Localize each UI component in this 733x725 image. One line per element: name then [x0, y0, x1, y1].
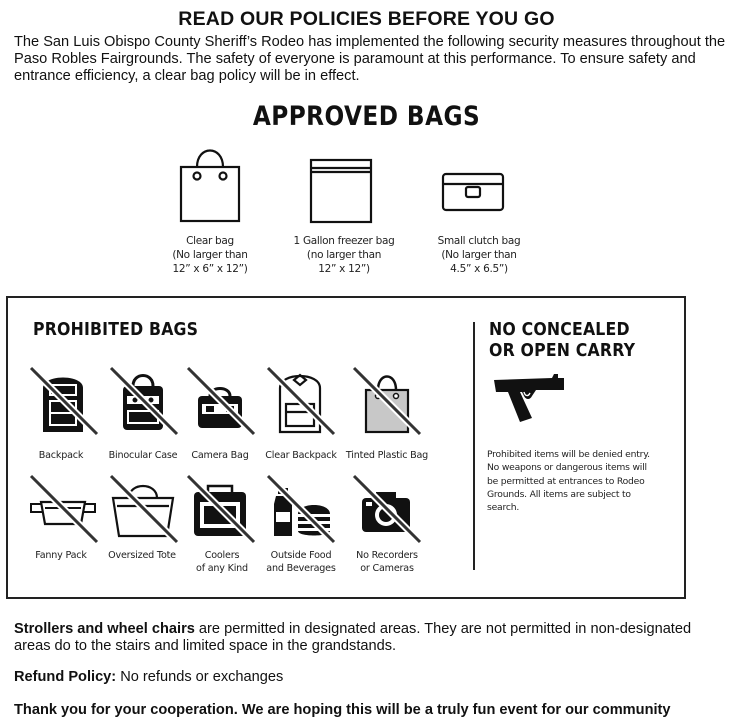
- intro-paragraph: The San Luis Obispo County Sheriff’s Rodeo has implemented the following security measures throughout the Paso Robles Fairgrounds. The safety of everyone is paramount at this performance. To ensure safety and entrance efficiency, a clear bag policy will be in effect.: [14, 34, 726, 85]
- camera-bag-icon: [184, 366, 256, 438]
- refund-policy: Refund Policy: No refunds or exchanges: [14, 669, 284, 685]
- approved-caption-freezer-bag: 1 Gallon freezer bag (no larger than 12” x 12”): [293, 235, 395, 275]
- caption-binocular-case: Binocular Case: [108, 450, 178, 461]
- cooler-icon: [184, 474, 256, 546]
- caption-backpack: Backpack: [38, 450, 84, 461]
- thank-you-line: Thank you for your cooperation. We are hoping this will be a truly fun event for our community: [14, 702, 671, 718]
- no-carry-heading: NO CONCEALED OR OPEN CARRY: [489, 320, 636, 361]
- camera-icon: [350, 474, 422, 546]
- outside-food-icon: [264, 474, 336, 546]
- handgun-icon: [492, 372, 572, 424]
- caption-coolers: Coolers of any Kind: [196, 550, 248, 574]
- section-divider: [473, 322, 475, 570]
- prohibited-bags-heading: PROHIBITED BAGS: [33, 320, 199, 340]
- approved-caption-clear-bag: Clear bag (No larger than 12” x 6” x 12”): [172, 235, 248, 275]
- caption-tinted-plastic-bag: Tinted Plastic Bag: [345, 450, 429, 461]
- fanny-pack-icon: [27, 474, 99, 546]
- page-title: READ OUR POLICIES BEFORE YOU GO: [178, 8, 555, 30]
- strollers-paragraph: Strollers and wheel chairs are permitted in designated areas. They are not permitted in non-designated areas do to the stairs and limited space in the grandstands.: [14, 621, 692, 655]
- oversized-tote-icon: [107, 474, 179, 546]
- caption-no-recorders: No Recorders or Cameras: [356, 550, 418, 574]
- tinted-plastic-bag-icon: [350, 366, 422, 438]
- caption-camera-bag: Camera Bag: [191, 450, 249, 461]
- caption-fanny-pack: Fanny Pack: [35, 550, 87, 561]
- freezer-bag-icon: [301, 152, 381, 242]
- clear-bag-icon: [170, 137, 250, 227]
- caption-oversized-tote: Oversized Tote: [108, 550, 176, 561]
- binocular-case-icon: [107, 366, 179, 438]
- backpack-icon: [27, 366, 99, 438]
- caption-clear-backpack: Clear Backpack: [265, 450, 337, 461]
- prohibited-note: Prohibited items will be denied entry. No weapons or dangerous items will be permitted at entrances to Rodeo Grounds. All items are subject to search.: [487, 449, 650, 514]
- approved-caption-clutch-bag: Small clutch bag (No larger than 4.5” x 6.5”): [437, 235, 521, 275]
- approved-bags-heading: APPROVED BAGS: [252, 101, 481, 132]
- caption-outside-food: Outside Food and Beverages: [266, 550, 336, 574]
- clear-backpack-icon: [264, 366, 336, 438]
